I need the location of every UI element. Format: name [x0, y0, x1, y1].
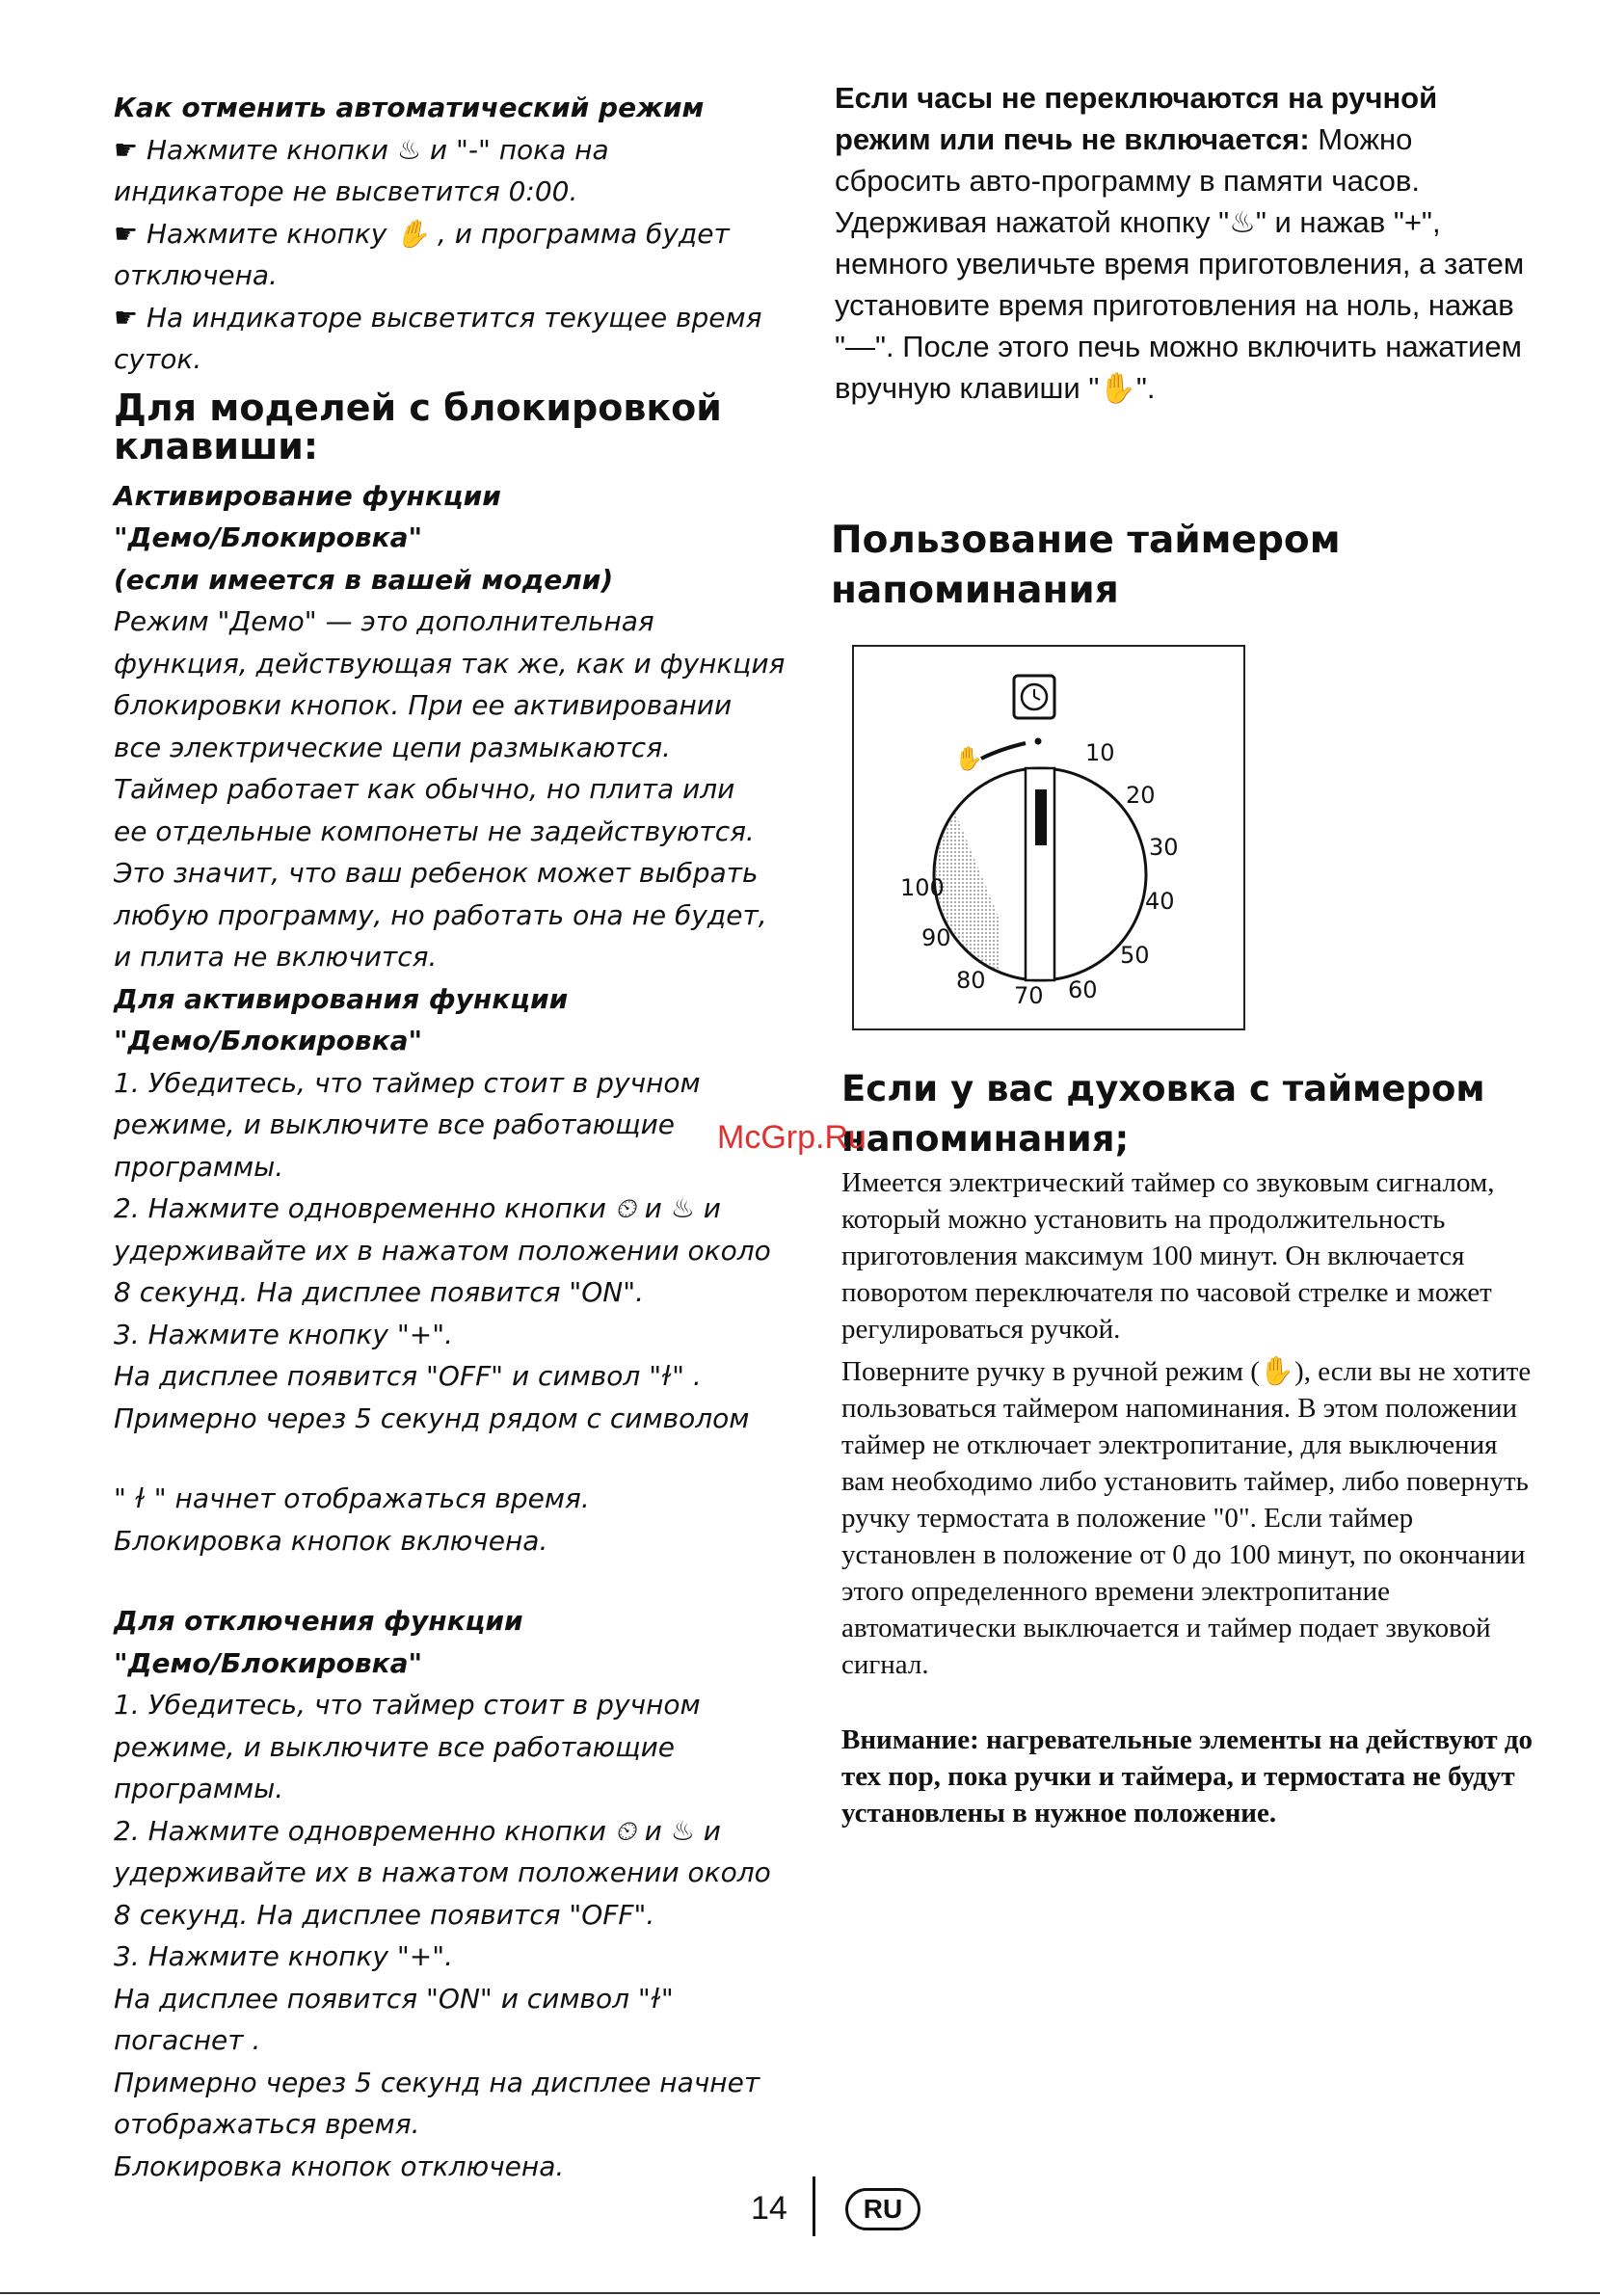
step-line: удерживайте их в нажатом положении около — [114, 1856, 771, 1888]
step-line: программы. — [114, 1773, 284, 1804]
timer-diagram — [852, 645, 1245, 1030]
page-number: 14 — [751, 2190, 787, 2227]
watermark: McGrp.Ru — [717, 1119, 867, 1156]
text-line: суток. — [114, 343, 202, 375]
step-line: режиме, и выключите все работающие — [114, 1730, 676, 1763]
heading-demo-note: (если имеется в вашей модели) — [114, 563, 614, 596]
step-line: погаснет . — [114, 2024, 261, 2056]
dial-label-60: 60 — [1068, 976, 1098, 1003]
dial-label-20: 20 — [1126, 782, 1156, 809]
page-bottom-line — [0, 2292, 1600, 2294]
step-line: " ɫ " начнет отображаться время. — [114, 1482, 590, 1514]
step-line: 3. Нажмите кнопку "+". — [114, 1318, 453, 1350]
step-line: На дисплее появится "OFF" и символ "ɫ" . — [114, 1360, 702, 1392]
step-line: 2. Нажмите одновременно кнопки ⏲ и ♨ и — [114, 1814, 721, 1847]
step-line: 2. Нажмите одновременно кнопки ⏲ и ♨ и — [114, 1192, 721, 1224]
dial-label-100: 100 — [900, 874, 945, 901]
text-line: ее отдельные компонеты не задействуются. — [114, 814, 755, 847]
heading-demo-name: "Демо/Блокировка" — [114, 521, 423, 553]
step-line: отображаться время. — [114, 2108, 420, 2140]
manual-arc — [981, 743, 1026, 759]
footer-divider — [813, 2176, 815, 2236]
text-line: функция, действующая так же, как и функция — [114, 647, 786, 680]
warning-text: Внимание: нагревательные элементы на действуют до тех пор, пока ручки и таймера, и термостата не будут установлены в нужное положение. — [841, 1724, 1533, 1829]
step-line: Блокировка кнопок включена. — [114, 1524, 548, 1557]
step-line: Блокировка кнопок отключена. — [114, 2149, 565, 2182]
left-column — [114, 87, 788, 2187]
heading-timer-usage: Пользование таймером напоминания — [831, 519, 1341, 612]
oven-timer-block — [841, 1064, 1535, 1831]
timer-dial-svg — [854, 647, 1243, 1028]
language-badge: RU — [845, 2188, 920, 2230]
text-line: любую программу, но работать она не будет, — [114, 898, 767, 931]
heading-cancel-auto: Как отменить автоматический режим — [114, 92, 705, 123]
hand-icon: ✋ — [954, 745, 983, 772]
text-line: Это значит, что ваш ребенок может выбрать — [114, 857, 759, 889]
text-line: ☛ На индикаторе высветится текущее время — [114, 301, 762, 334]
text-line: блокировки кнопок. При ее активировании — [114, 689, 733, 721]
dial-label-80: 80 — [956, 967, 986, 994]
timer-description: Имеется электрический таймер со звуковым сигналом, который можно установить на продолжительность приготовления максимум 100 минут. Он включается поворотом переключателя по часовой стрелке и может регулироваться ручкой. — [841, 1167, 1495, 1345]
heading-lock-models: Для моделей с блокировкой клавиши: — [114, 386, 722, 467]
manual-mode-paragraph — [835, 77, 1529, 409]
heading-deactivate-name: "Демо/Блокировка" — [114, 1646, 423, 1679]
timer-heading-block — [831, 516, 1525, 616]
dial-label-50: 50 — [1120, 942, 1150, 969]
step-line: 8 секунд. На дисплее появится "OFF". — [114, 1898, 655, 1931]
dial-label-10: 10 — [1085, 739, 1115, 766]
dial-label-70: 70 — [1014, 982, 1044, 1009]
dial-marker-dot — [1035, 738, 1042, 745]
heading-demo-activate: Активирование функции — [114, 479, 501, 512]
step-line: программы. — [114, 1150, 284, 1183]
text-line: Таймер работает как обычно, но плита или — [114, 773, 735, 805]
dial-label-40: 40 — [1145, 888, 1175, 915]
heading-activate: Для активирования функции — [114, 982, 569, 1015]
dial-pointer — [1035, 789, 1047, 845]
step-line: Примерно через 5 секунд на дисплее начнет — [114, 2066, 760, 2098]
manual-mode-instructions: Поверните ручку в ручной режим (✋), если вы не хотите пользоваться таймером напоминания. В этом положении таймер не отключает электропитание, для выключения вам необходимо либо установить таймер, либо повернуть ручку термостата в положение "0". Если таймер установлен в положение от 0 до 100 минут, по окончании этого определенного времени электропитание автоматически выключается и таймер подает звуковой сигнал. — [841, 1356, 1532, 1680]
text-line: все электрические цепи размыкаются. — [114, 731, 671, 763]
right-column — [835, 77, 1529, 409]
heading-activate-name: "Демо/Блокировка" — [114, 1025, 423, 1056]
text-line: Режим "Демо" — это дополнительная — [114, 605, 654, 637]
manual-mode-text: Можно сбросить авто-программу в памяти часов. Удерживая нажатой кнопку "♨" и нажав "+", немного увеличьте время приготовления, а затем установите время приготовления на ноль, нажав "—". После этого печь можно включить нажатием вручную клавиши "✋". — [835, 122, 1525, 405]
step-line: На дисплее появится "ON" и символ "ɫ" — [114, 1982, 674, 2015]
step-line: 1. Убедитесь, что таймер стоит в ручном — [114, 1689, 701, 1721]
step-line: Примерно через 5 секунд рядом с символом — [114, 1402, 750, 1434]
text-line: и плита не включится. — [114, 941, 438, 973]
step-line: 3. Нажмите кнопку "+". — [114, 1940, 453, 1972]
heading-oven-timer: Если у вас духовка с таймером напоминания; — [841, 1068, 1485, 1160]
heading-deactivate: Для отключения функции — [114, 1605, 523, 1637]
dial-label-30: 30 — [1149, 834, 1179, 861]
dial-label-90: 90 — [921, 924, 951, 951]
text-line: индикаторе не высветится 0:00. — [114, 175, 578, 207]
text-line: ☛ Нажмите кнопки ♨ и "-" пока на — [114, 133, 609, 166]
step-line: режиме, и выключите все работающие — [114, 1108, 676, 1140]
step-line: 1. Убедитесь, что таймер стоит в ручном — [114, 1066, 701, 1099]
text-line: ☛ Нажмите кнопку ✋ , и программа будет — [114, 217, 730, 250]
text-line: отключена. — [114, 259, 278, 291]
step-line: 8 секунд. На дисплее появится "ON". — [114, 1276, 644, 1308]
step-line: удерживайте их в нажатом положении около — [114, 1234, 771, 1267]
manual-mode-bold: Если часы не переключаются на ручной режим или печь не включается: — [835, 81, 1438, 156]
